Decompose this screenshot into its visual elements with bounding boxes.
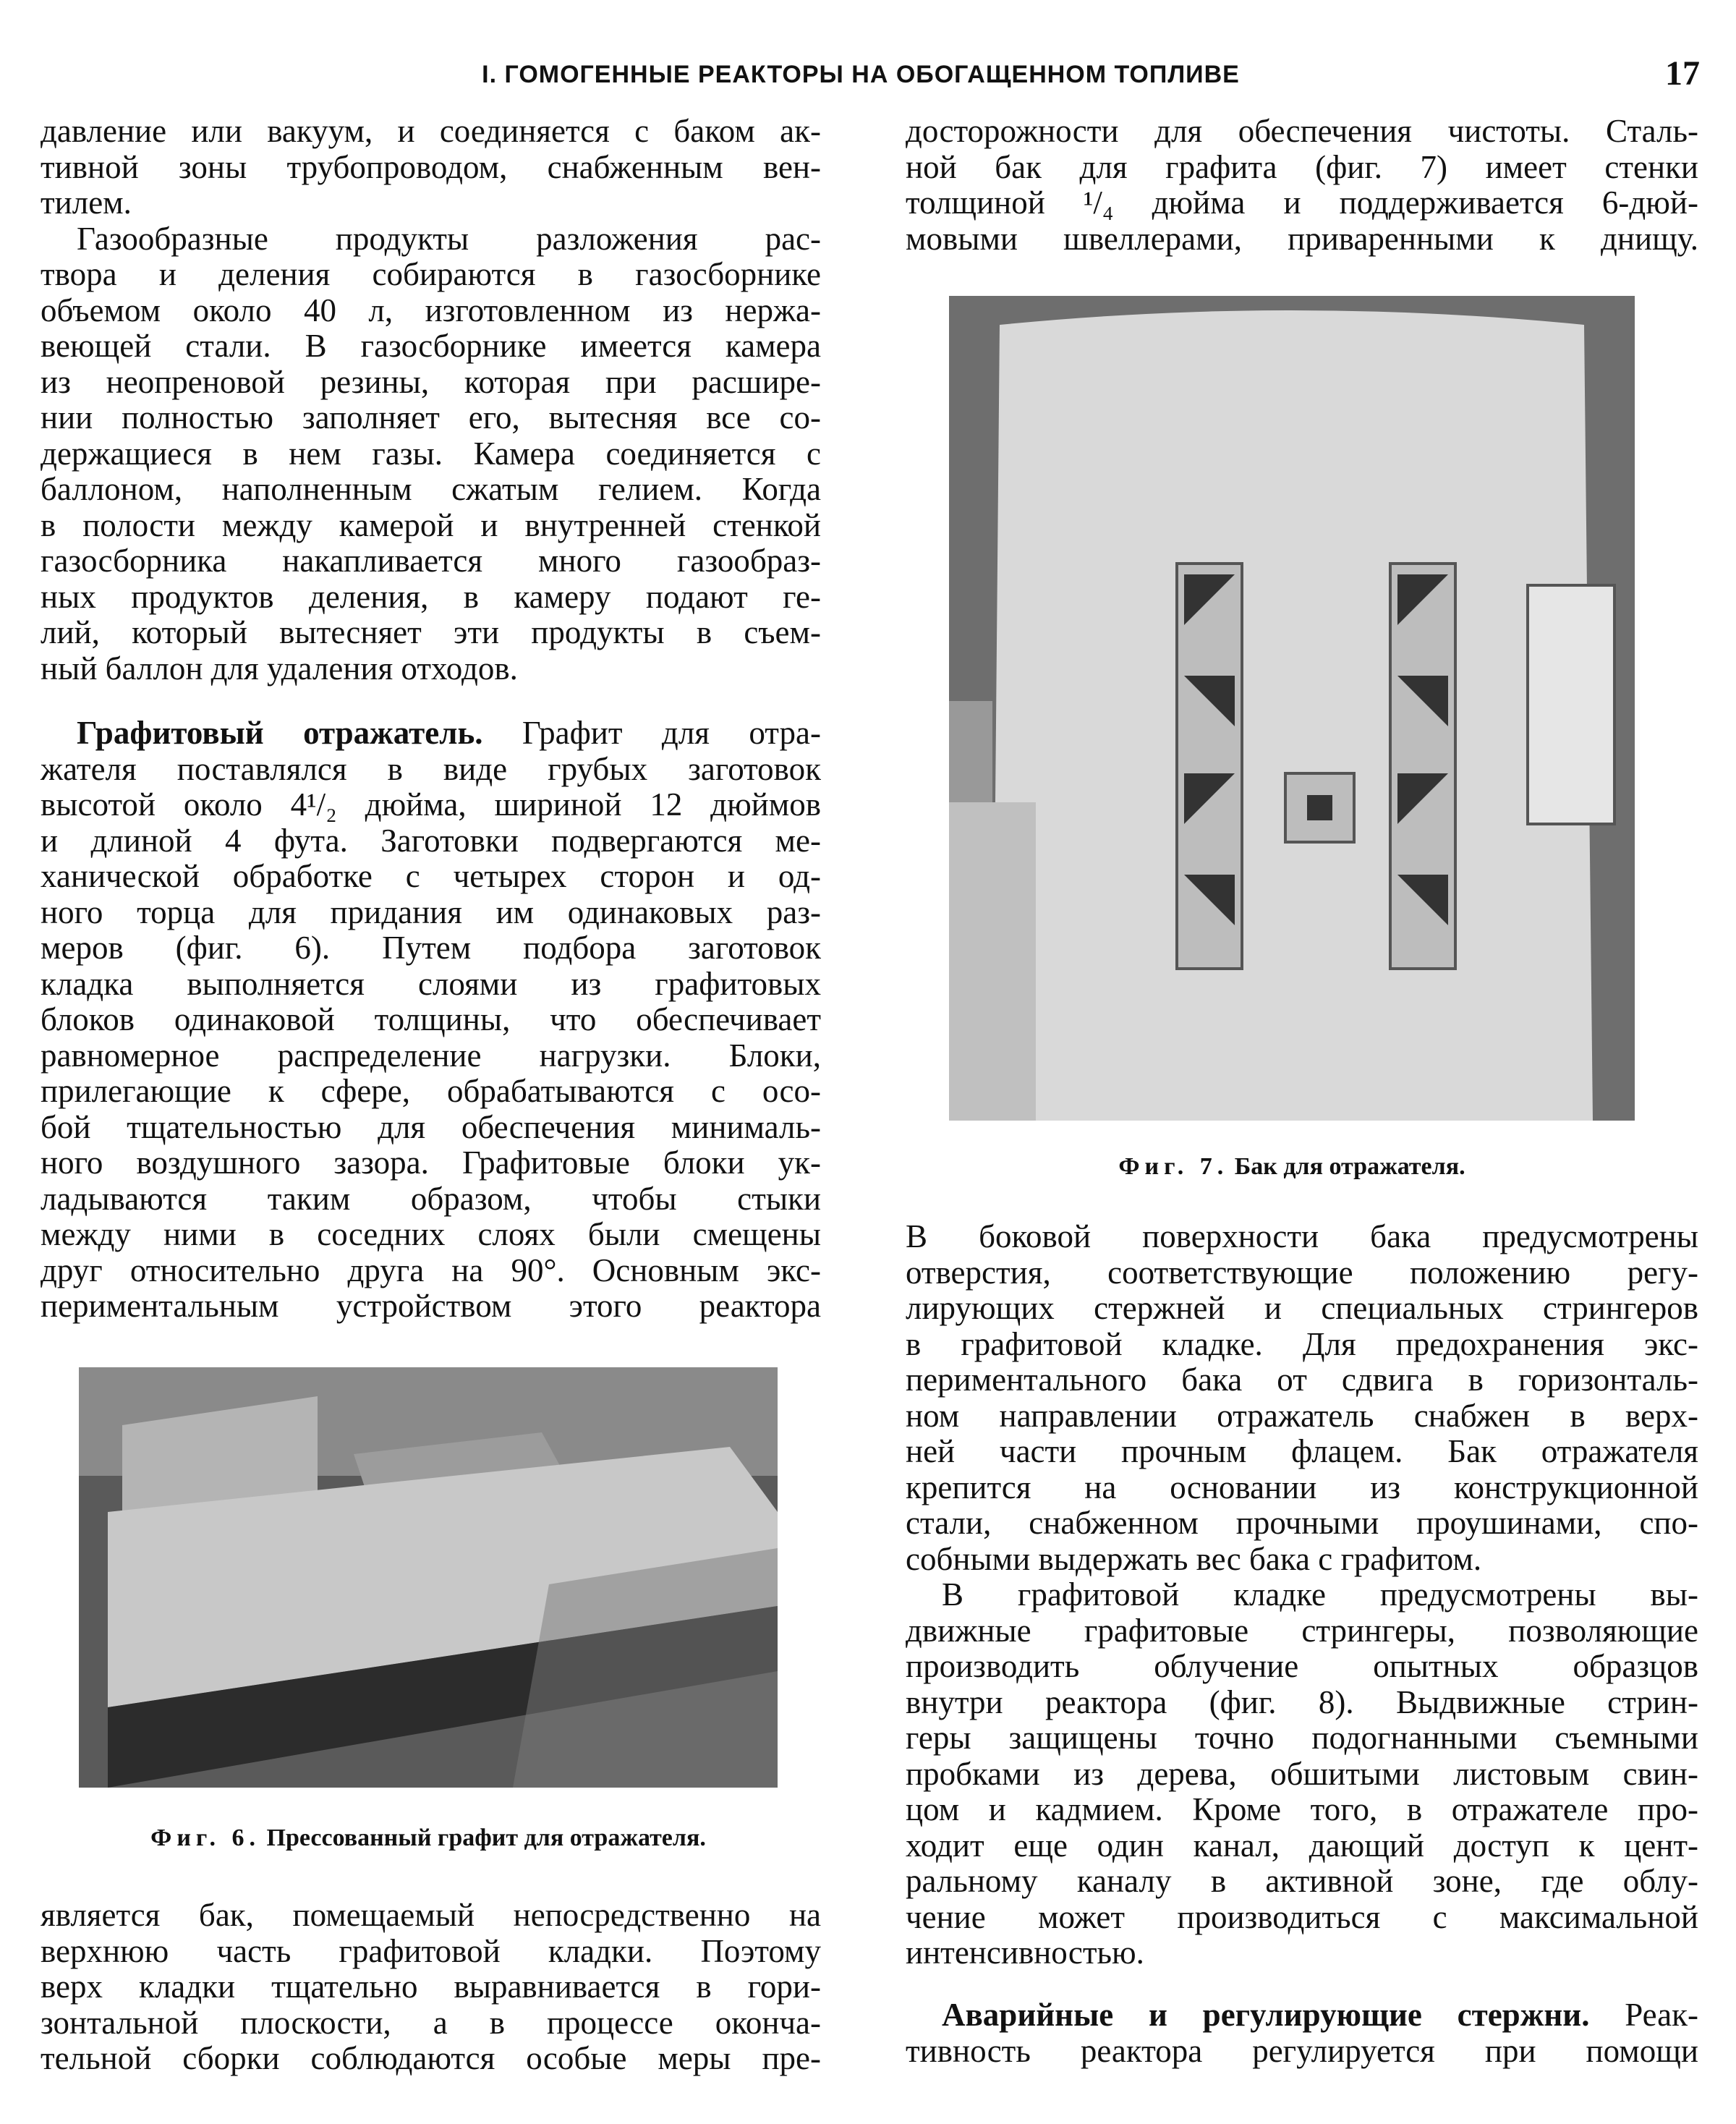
text-line: зонтальной плоскости, а в процессе оконча- [41, 2004, 821, 2041]
text-line: ных продуктов деления, в камеру подают ге- [41, 578, 821, 615]
text-line: ладываются таким образом, чтобы стыки [41, 1180, 821, 1217]
text-line: верхнюю часть графитовой кладки. Поэтому [41, 1932, 821, 1969]
text-line: газосборника накапливается много газообраз- [41, 543, 821, 579]
right-column-body-text [906, 1219, 1698, 1971]
text-line: стали, снабженном прочными проушинами, спо- [906, 1505, 1698, 1541]
text-line: крепится на основании из конструкционной [906, 1469, 1698, 1505]
emergency-control-rods-section [906, 1997, 1698, 2069]
text-line: Газообразные продукты разложения рас- [77, 220, 821, 257]
text-line: лий, который вытесняет эти продукты в съем- [41, 614, 821, 650]
text-line: ной бак для графита (фиг. 7) имеет стенки [906, 148, 1698, 185]
text-line: периментального бака от сдвига в горизонталь- [906, 1362, 1698, 1398]
text-line: является бак, помещаемый непосредственно на [41, 1897, 821, 1933]
text-line: ного воздушного зазора. Графитовые блоки ук- [41, 1144, 821, 1181]
text-line: бой тщательностью для обеспечения минималь- [41, 1108, 821, 1145]
text-line: твора и деления собираются в газосборнике [41, 256, 821, 292]
text-line: движные графитовые стрингеры, позволяющие [906, 1612, 1698, 1649]
text-line: ней части прочным флацем. Бак отражателя [906, 1433, 1698, 1469]
tank-body [992, 310, 1593, 1121]
text-line: ного торца для придания им одинаковых раз- [41, 893, 821, 930]
figure-6-label: Фиг. 6. [150, 1824, 261, 1851]
section-heading: Графитовый отражатель. [77, 715, 483, 751]
right-column-top-text [906, 114, 1698, 257]
text-line: цом и кадмием. Кроме того, в отражателе про- [906, 1791, 1698, 1827]
left-column-top-text [41, 114, 821, 687]
section-first-line-text: Графит для отра- [482, 715, 821, 751]
text-line: кладка выполняется слоями из графитовых [41, 965, 821, 1002]
figure-7-photo-reflector-tank [949, 296, 1635, 1121]
text-line: блоков одинаковой толщины, что обеспечивает [41, 1001, 821, 1037]
text-line: лирующих стержней и специальных стрингеров [906, 1290, 1698, 1326]
text-line: отверстия, соответствующие положению регу- [906, 1254, 1698, 1291]
figure-6-caption [79, 1824, 778, 1852]
text-line: интенсивностью. [906, 1934, 1144, 1971]
text-line: ханической обработке с четырех сторон и од- [41, 858, 821, 894]
text-line: досторожности для обеспечения чистоты. Сталь- [906, 113, 1698, 149]
section-heading: Аварийные и регулирующие стержни. [942, 1997, 1590, 2033]
figure-6-photo-graphite-blocks [79, 1367, 778, 1788]
left-column-continuation [41, 1898, 821, 2077]
text-line: внутри реактора (фиг. 8). Выдвижные стрин- [906, 1683, 1698, 1720]
text-line: тивной зоны трубопроводом, снабженным вен- [41, 148, 821, 185]
text-line: периментальным устройством этого реактора [41, 1288, 821, 1324]
text-line: меров (фиг. 6). Путем подбора заготовок [41, 930, 821, 966]
text-line: ральному каналу в активной зоне, где облу- [906, 1863, 1698, 1899]
text-line: объемом около 40 л, изготовленном из нержа- [41, 292, 821, 328]
figure-6-caption-text: Прессованный графит для отражателя. [266, 1824, 706, 1851]
figure-7-caption-text: Бак для отражателя. [1234, 1153, 1465, 1180]
text-line: В боковой поверхности бака предусмотрены [906, 1218, 1698, 1254]
text-line: пробками из дерева, обшитыми листовым свин- [906, 1755, 1698, 1792]
running-title: I. ГОМОГЕННЫЕ РЕАКТОРЫ НА ОБОГАЩЕННОМ ТОПЛИВЕ [482, 61, 1240, 88]
text-line: в графитовой кладке. Для предохранения экс- [906, 1325, 1698, 1362]
text-line: жателя поставлялся в виде грубых заготовок [41, 750, 821, 787]
section-first-line [41, 715, 821, 752]
text-line: чение может производиться с максимальной [906, 1898, 1698, 1935]
figure-7-caption [949, 1153, 1635, 1181]
text-line: нии полностью заполняет его, вытесняя все со- [41, 399, 821, 436]
text-line: между ними в соседних слоях были смещены [41, 1216, 821, 1252]
text-line: тилем. [41, 184, 132, 221]
text-line: производить облучение опытных образцов [906, 1648, 1698, 1684]
section-first-line-text: Реак- [1589, 1997, 1698, 2033]
text-line: ходит еще один канал, дающий доступ к цент- [906, 1827, 1698, 1864]
text-line: тельной сборки соблюдаются особые меры пре- [41, 2040, 821, 2076]
section-first-line [906, 1997, 1698, 2034]
text-line: высотой около 4¹/₂ дюйма, шириной 12 дюймов [41, 786, 821, 823]
text-line: прилегающие к сфере, обрабатываются с осо- [41, 1073, 821, 1109]
text-line: друг относительно друга на 90°. Основным экс- [41, 1252, 821, 1288]
text-line: веющей стали. В газосборнике имеется камера [41, 328, 821, 364]
text-line: баллоном, наполненным сжатым гелием. Когда [41, 471, 821, 507]
text-line: тивность реактора регулируется при помощи [906, 2032, 1698, 2069]
text-line: ный баллон для удаления отходов. [41, 650, 518, 687]
text-line: мовыми швеллерами, приваренными к днищу. [906, 220, 1698, 257]
text-line: собными выдержать вес бака с графитом. [906, 1540, 1482, 1577]
figure-7-label: Фиг. 7. [1118, 1153, 1229, 1180]
text-line: давление или вакуум, и соединяется с баком ак- [41, 113, 821, 149]
text-line: геры защищены точно подогнанными съемными [906, 1720, 1698, 1756]
text-line: и длиной 4 фута. Заготовки подвергаются ме- [41, 822, 821, 859]
text-line: равномерное распределение нагрузки. Блоки, [41, 1037, 821, 1074]
text-line: В графитовой кладке предусмотрены вы- [942, 1576, 1698, 1613]
text-line: толщиной ¹/₄ дюйма и поддерживается 6-дюй- [906, 184, 1698, 221]
text-line: ном направлении отражатель снабжен в верх- [906, 1397, 1698, 1434]
text-line: из неопреновой резины, которая при расшире- [41, 363, 821, 400]
text-line: держащиеся в нем газы. Камера соединяется с [41, 435, 821, 472]
graphite-reflector-section [41, 715, 821, 1325]
text-line: в полости между камерой и внутренней стенкой [41, 506, 821, 543]
page-number: 17 [1665, 54, 1700, 93]
text-line: верх кладки тщательно выравнивается в гори- [41, 1968, 821, 2005]
